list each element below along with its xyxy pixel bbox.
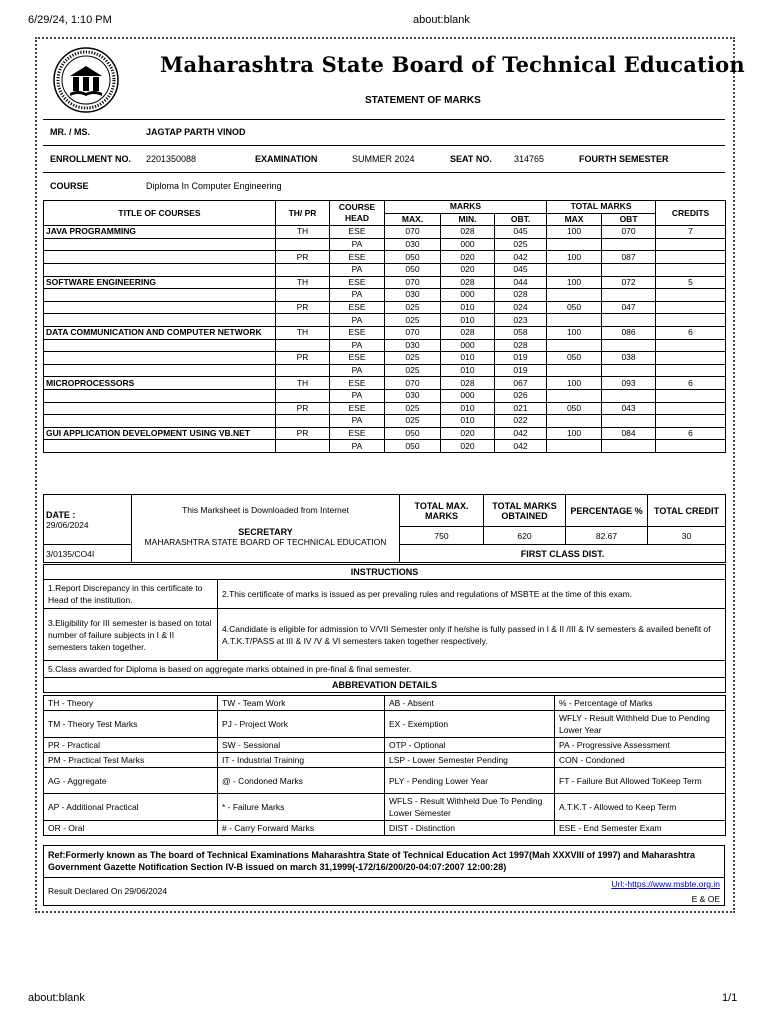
print-footer-url: about:blank — [28, 992, 85, 1004]
marks-cell — [602, 339, 656, 352]
col-thpr: TH/ PR — [276, 201, 330, 226]
errors-omissions: E & OE — [691, 894, 720, 904]
marks-cell: 028 — [441, 377, 495, 390]
abbreviation-row — [44, 753, 726, 768]
marks-cell — [547, 289, 602, 302]
marks-cell — [656, 339, 726, 352]
table-row — [44, 339, 726, 352]
course-title-cell — [44, 415, 276, 428]
table-row — [44, 226, 726, 239]
seat-number: 314765 — [514, 154, 545, 164]
enrollment-label: ENROLLMENT NO. — [50, 154, 131, 164]
course-name: Diploma In Computer Engineering — [146, 181, 282, 191]
table-row — [44, 427, 726, 440]
abbreviation-cell: LSP - Lower Semester Pending — [385, 753, 555, 768]
table-row — [44, 402, 726, 415]
course-title-cell — [44, 364, 276, 377]
marks-cell: 010 — [441, 352, 495, 365]
marks-cell — [602, 389, 656, 402]
marks-cell: PR — [276, 251, 330, 264]
marks-cell — [547, 339, 602, 352]
percentage-label: PERCENTAGE % — [566, 495, 648, 527]
abbreviation-cell: PLY - Pending Lower Year — [385, 768, 555, 794]
course-title-cell — [44, 339, 276, 352]
abbreviation-cell: EX - Exemption — [385, 711, 555, 738]
marks-cell: 100 — [547, 226, 602, 239]
abbreviation-cell: WFLS - Result Withheld Due To Pending Lower Semester — [385, 794, 555, 821]
col-min: MIN. — [441, 213, 495, 226]
marks-cell: TH — [276, 276, 330, 289]
marks-cell — [602, 289, 656, 302]
col-obt: OBT. — [495, 213, 547, 226]
marks-cell: 025 — [385, 314, 441, 327]
marks-cell: 050 — [385, 440, 441, 453]
table-row — [44, 289, 726, 302]
result-declared: Result Declared On 29/06/2024 — [48, 886, 168, 896]
board-name: Maharashtra State Board of Technical Education — [160, 52, 745, 77]
marks-cell — [656, 415, 726, 428]
statement-title: STATEMENT OF MARKS — [365, 95, 481, 106]
marks-cell: PA — [330, 440, 385, 453]
date-value: 29/06/2024 — [46, 519, 89, 530]
abbreviation-cell: SW - Sessional — [218, 738, 385, 753]
marks-cell: PA — [330, 263, 385, 276]
course-title-cell: DATA COMMUNICATION AND COMPUTER NETWORK — [44, 326, 276, 339]
downloaded-note: This Marksheet is Downloaded from Internet — [182, 505, 349, 515]
marks-cell: 7 — [656, 226, 726, 239]
table-row — [44, 276, 726, 289]
course-label: COURSE — [50, 181, 89, 191]
col-title: TITLE OF COURSES — [44, 201, 276, 226]
marks-cell: 047 — [602, 301, 656, 314]
marks-cell — [602, 314, 656, 327]
marks-cell: 042 — [495, 427, 547, 440]
marks-cell: 5 — [656, 276, 726, 289]
marks-cell: PA — [330, 314, 385, 327]
marks-cell — [656, 440, 726, 453]
abbreviation-cell: CON - Condoned — [555, 753, 726, 768]
marks-cell: 000 — [441, 289, 495, 302]
table-row — [44, 352, 726, 365]
marks-cell — [276, 364, 330, 377]
marks-cell — [547, 440, 602, 453]
marks-cell: 050 — [385, 427, 441, 440]
course-title-cell — [44, 440, 276, 453]
instruction-1: 1.Report Discrepancy in this certificate to Head of the institution. — [44, 580, 218, 609]
marks-cell: PR — [276, 352, 330, 365]
marks-cell: 070 — [385, 226, 441, 239]
table-row — [44, 415, 726, 428]
marks-cell: 023 — [495, 314, 547, 327]
abbreviation-row — [44, 821, 726, 836]
marks-cell: 025 — [385, 352, 441, 365]
semester: FOURTH SEMESTER — [579, 154, 669, 164]
summary-table — [43, 494, 726, 563]
marks-cell: 6 — [656, 427, 726, 440]
marks-cell: 028 — [495, 289, 547, 302]
course-title-cell — [44, 314, 276, 327]
marks-cell — [547, 238, 602, 251]
marks-cell: 050 — [547, 402, 602, 415]
instructions-title: INSTRUCTIONS — [44, 565, 726, 580]
total-max-label: TOTAL MAX. MARKS — [400, 495, 484, 527]
marks-cell: 025 — [385, 301, 441, 314]
abbreviation-title: ABBREVATION DETAILS — [44, 678, 726, 693]
abbreviation-row — [44, 794, 726, 821]
abbreviation-table — [43, 695, 726, 836]
abbreviation-row — [44, 738, 726, 753]
student-name: JAGTAP PARTH VINOD — [146, 127, 246, 137]
marks-cell — [656, 364, 726, 377]
marks-cell: 000 — [441, 339, 495, 352]
marks-cell — [656, 301, 726, 314]
marks-cell: 010 — [441, 314, 495, 327]
marks-cell: 067 — [495, 377, 547, 390]
marks-cell: 087 — [602, 251, 656, 264]
marks-cell: 045 — [495, 263, 547, 276]
marks-cell: ESE — [330, 352, 385, 365]
marks-cell: PR — [276, 402, 330, 415]
marks-cell: TH — [276, 326, 330, 339]
table-row — [44, 263, 726, 276]
marks-cell: 086 — [602, 326, 656, 339]
marks-cell — [656, 314, 726, 327]
print-page-title: about:blank — [413, 14, 470, 26]
abbreviation-cell: @ - Condoned Marks — [218, 768, 385, 794]
marks-cell: 025 — [385, 402, 441, 415]
marks-cell — [547, 314, 602, 327]
marks-table — [43, 200, 726, 453]
table-row — [44, 301, 726, 314]
date-label: DATE : — [46, 509, 76, 520]
marks-cell: 026 — [495, 389, 547, 402]
marks-cell: 070 — [385, 326, 441, 339]
table-row — [44, 389, 726, 402]
marks-cell: PA — [330, 289, 385, 302]
marks-cell: 028 — [441, 276, 495, 289]
marks-cell: 030 — [385, 238, 441, 251]
abbreviation-row — [44, 711, 726, 738]
marks-cell: ESE — [330, 276, 385, 289]
instruction-2: 2.This certificate of marks is issued as per prevaling rules and regulations of MSBTE at the time of this exam. — [218, 580, 726, 609]
marks-cell: 028 — [495, 339, 547, 352]
marks-cell: 028 — [441, 326, 495, 339]
percentage-value: 82.67 — [566, 527, 648, 545]
col-tmax: MAX — [547, 213, 602, 226]
total-obt-label: TOTAL MARKS OBTAINED — [484, 495, 566, 527]
marks-cell: 050 — [547, 352, 602, 365]
marks-cell: 025 — [495, 238, 547, 251]
abbreviation-cell: WFLY - Result Withheld Due to Pending Lower Year — [555, 711, 726, 738]
table-row — [44, 251, 726, 264]
marks-cell: ESE — [330, 301, 385, 314]
course-title-cell — [44, 352, 276, 365]
marks-cell: 000 — [441, 389, 495, 402]
print-timestamp: 6/29/24, 1:10 PM — [28, 14, 112, 26]
col-credits: CREDITS — [656, 201, 726, 226]
abbreviation-cell: FT - Failure But Allowed ToKeep Term — [555, 768, 726, 794]
marks-cell: 100 — [547, 326, 602, 339]
marks-cell — [656, 289, 726, 302]
marks-cell: 044 — [495, 276, 547, 289]
marks-cell: 6 — [656, 326, 726, 339]
marks-cell — [602, 415, 656, 428]
marks-cell: 042 — [495, 440, 547, 453]
marks-cell: 020 — [441, 263, 495, 276]
course-title-cell — [44, 238, 276, 251]
marks-cell: 050 — [385, 251, 441, 264]
col-total: TOTAL MARKS — [547, 201, 656, 214]
total-max-value: 750 — [400, 527, 484, 545]
course-title-cell: MICROPROCESSORS — [44, 377, 276, 390]
marks-cell: ESE — [330, 326, 385, 339]
msbte-url-link[interactable]: Url:-https://www.msbte.org.in — [611, 879, 720, 889]
course-title-cell — [44, 301, 276, 314]
marks-cell: 020 — [441, 251, 495, 264]
marks-cell: 050 — [547, 301, 602, 314]
marks-cell — [547, 415, 602, 428]
instruction-5: 5.Class awarded for Diploma is based on aggregate marks obtained in pre-final & final semester. — [44, 661, 726, 678]
table-row — [44, 364, 726, 377]
marks-cell: 100 — [547, 276, 602, 289]
marks-cell: ESE — [330, 402, 385, 415]
abbreviation-cell: ESE - End Semester Exam — [555, 821, 726, 836]
abbreviation-cell: IT - Industrial Training — [218, 753, 385, 768]
course-title-cell: SOFTWARE ENGINEERING — [44, 276, 276, 289]
col-head: COURSE HEAD — [330, 201, 385, 226]
abbreviation-row — [44, 768, 726, 794]
table-row — [44, 440, 726, 453]
abbreviation-cell: PM - Practical Test Marks — [44, 753, 218, 768]
reference-note: Ref:Formerly known as The board of Technical Examinations Maharashtra State of Technical Education Act 1997(Mah XXXVIII of 1997) and Maharashtra Government Gazette Notification Section IV-B issued on march 31,1999(-172/16/200/20-04:07:2007 12:00:28) — [48, 850, 695, 872]
marks-cell: 050 — [385, 263, 441, 276]
instruction-3: 3.Eligibility for III semester is based on total number of failure subjects in I & II semesters taken together. — [44, 609, 218, 661]
marks-cell: 024 — [495, 301, 547, 314]
marks-cell: 030 — [385, 289, 441, 302]
marks-cell: 019 — [495, 352, 547, 365]
marks-cell — [276, 238, 330, 251]
marks-cell: 084 — [602, 427, 656, 440]
marks-cell — [276, 314, 330, 327]
marks-cell: PR — [276, 427, 330, 440]
abbreviation-cell: AB - Absent — [385, 696, 555, 711]
marks-cell: 070 — [602, 226, 656, 239]
abbreviation-cell: PR - Practical — [44, 738, 218, 753]
marks-cell: 070 — [385, 276, 441, 289]
marks-cell: 025 — [385, 415, 441, 428]
marks-cell: 042 — [495, 251, 547, 264]
table-row — [44, 377, 726, 390]
abbreviation-cell: TH - Theory — [44, 696, 218, 711]
marks-cell — [276, 339, 330, 352]
marks-cell — [602, 440, 656, 453]
marks-cell — [602, 238, 656, 251]
instruction-4: 4.Candidate is eligible for admission to V/VII Semester only if he/she is fully passed in I & II /III & IV semesters & availed benefit of A.T.K.T/PASS at III & IV /V & VI semesters taken together respectively. — [218, 609, 726, 661]
table-row — [44, 314, 726, 327]
abbreviation-cell: TW - Team Work — [218, 696, 385, 711]
abbreviation-cell: OTP - Optional — [385, 738, 555, 753]
marks-cell: PA — [330, 389, 385, 402]
marks-cell — [276, 389, 330, 402]
marks-cell: 070 — [385, 377, 441, 390]
examination-label: EXAMINATION — [255, 154, 318, 164]
table-row — [44, 326, 726, 339]
marks-cell: 010 — [441, 301, 495, 314]
marks-cell: PA — [330, 364, 385, 377]
abbreviation-cell: AG - Aggregate — [44, 768, 218, 794]
marks-cell — [656, 263, 726, 276]
marks-cell: 030 — [385, 389, 441, 402]
course-title-cell — [44, 402, 276, 415]
marks-cell: 010 — [441, 402, 495, 415]
secretary-label: SECRETARY — [238, 527, 293, 537]
marks-cell: TH — [276, 226, 330, 239]
abbreviation-cell: TM - Theory Test Marks — [44, 711, 218, 738]
marks-cell: TH — [276, 377, 330, 390]
course-title-cell: JAVA PROGRAMMING — [44, 226, 276, 239]
marks-cell — [547, 263, 602, 276]
marks-cell: 019 — [495, 364, 547, 377]
marks-cell: 045 — [495, 226, 547, 239]
marks-cell — [276, 415, 330, 428]
abbreviation-cell: * - Failure Marks — [218, 794, 385, 821]
examination-value: SUMMER 2024 — [352, 154, 415, 164]
course-title-cell: GUI APPLICATION DEVELOPMENT USING VB.NET — [44, 427, 276, 440]
abbreviation-cell: % - Percentage of Marks — [555, 696, 726, 711]
print-page-count: 1/1 — [722, 992, 738, 1004]
course-title-cell — [44, 289, 276, 302]
marks-cell: ESE — [330, 226, 385, 239]
marks-cell: 010 — [441, 364, 495, 377]
marks-cell: PR — [276, 301, 330, 314]
marks-cell: 058 — [495, 326, 547, 339]
abbreviation-cell: PA - Progressive Assessment — [555, 738, 726, 753]
total-credit-value: 30 — [648, 527, 726, 545]
marks-cell — [276, 289, 330, 302]
seat-label: SEAT NO. — [450, 154, 492, 164]
marks-cell: 025 — [385, 364, 441, 377]
class-awarded: FIRST CLASS DIST. — [400, 545, 726, 563]
marks-cell: 021 — [495, 402, 547, 415]
marks-cell: 000 — [441, 238, 495, 251]
marks-cell: ESE — [330, 427, 385, 440]
col-tobt: OBT — [602, 213, 656, 226]
instructions-table — [43, 564, 726, 693]
msbte-logo-icon — [52, 46, 120, 114]
marks-cell — [547, 389, 602, 402]
marks-cell — [276, 440, 330, 453]
marks-cell: 028 — [441, 226, 495, 239]
abbreviation-cell: AP - Additional Practical — [44, 794, 218, 821]
board-upper: MAHARASHTRA STATE BOARD OF TECHNICAL EDUCATION — [144, 537, 387, 547]
marks-cell: 038 — [602, 352, 656, 365]
marks-cell: PA — [330, 339, 385, 352]
marks-cell — [602, 364, 656, 377]
abbreviation-cell: A.T.K.T - Allowed to Keep Term — [555, 794, 726, 821]
marks-cell: 010 — [441, 415, 495, 428]
col-marks: MARKS — [385, 201, 547, 214]
abbreviation-cell: OR - Oral — [44, 821, 218, 836]
footer-box — [43, 845, 725, 906]
marks-cell: 6 — [656, 377, 726, 390]
abbreviation-cell: DIST - Distinction — [385, 821, 555, 836]
marks-cell: 100 — [547, 427, 602, 440]
marks-cell: ESE — [330, 377, 385, 390]
marks-cell: 072 — [602, 276, 656, 289]
marks-cell — [656, 389, 726, 402]
table-row — [44, 238, 726, 251]
marks-cell: 100 — [547, 377, 602, 390]
course-title-cell — [44, 263, 276, 276]
marks-cell: 093 — [602, 377, 656, 390]
marks-cell: 020 — [441, 440, 495, 453]
marks-cell — [656, 402, 726, 415]
course-title-cell — [44, 251, 276, 264]
course-title-cell — [44, 389, 276, 402]
marks-cell: ESE — [330, 251, 385, 264]
marks-cell — [276, 263, 330, 276]
col-max: MAX. — [385, 213, 441, 226]
total-credit-label: TOTAL CREDIT — [648, 495, 726, 527]
marks-cell — [602, 263, 656, 276]
marks-cell — [656, 352, 726, 365]
marks-cell: PA — [330, 415, 385, 428]
enrollment-number: 2201350088 — [146, 154, 197, 164]
marks-cell — [547, 364, 602, 377]
abbreviation-cell: PJ - Project Work — [218, 711, 385, 738]
marks-cell: PA — [330, 238, 385, 251]
marks-cell: 100 — [547, 251, 602, 264]
marks-cell: 030 — [385, 339, 441, 352]
abbreviation-row — [44, 696, 726, 711]
marks-cell — [656, 251, 726, 264]
name-label: MR. / MS. — [50, 127, 90, 137]
abbreviation-cell: # - Carry Forward Marks — [218, 821, 385, 836]
total-obt-value: 620 — [484, 527, 566, 545]
marks-cell: 043 — [602, 402, 656, 415]
marks-cell: 022 — [495, 415, 547, 428]
marks-cell — [656, 238, 726, 251]
marksheet-code: 3/0135/CO4I — [44, 545, 132, 563]
marks-cell: 020 — [441, 427, 495, 440]
